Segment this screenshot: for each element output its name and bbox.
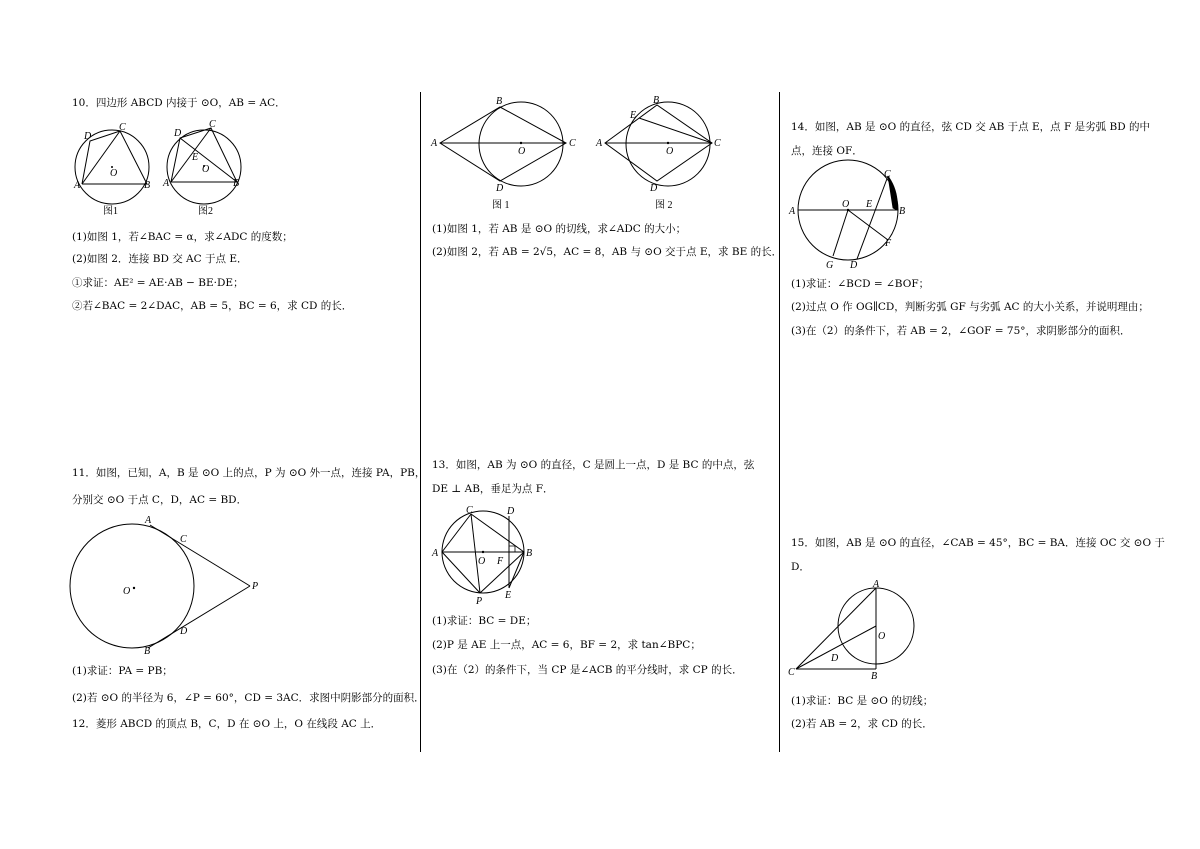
q10-sub2b: ②若∠BAC = 2∠DAC，AB = 5，BC = 6，求 CD 的长． xyxy=(72,300,353,312)
q11-label-O: O xyxy=(123,586,131,597)
q13-figure xyxy=(430,503,540,608)
q11-sub2: (2)若 ⊙O 的半径为 6，∠P = 60°，CD = 3AC．求图中阴影部分的面积． xyxy=(72,692,425,704)
q12-f2-label-C: C xyxy=(714,138,721,149)
q14-line1: 14．如图，AB 是 ⊙O 的直径，弦 CD 交 AB 于点 E，点 F 是劣弧 BD 的中 xyxy=(791,121,1150,133)
q14-line2: 点，连接 OF． xyxy=(791,145,863,157)
q11-figure xyxy=(70,512,270,662)
q15-label-B: B xyxy=(871,671,878,682)
q10-f2-label-D: D xyxy=(174,128,182,139)
q10-f2-label-O: O xyxy=(202,164,210,175)
q11-label-B: B xyxy=(144,646,151,657)
q12-f1-label-O: O xyxy=(518,146,526,157)
q15-label-D: D xyxy=(831,653,839,664)
q13-sub1: (1)求证：BC = DE； xyxy=(432,615,537,627)
q10-f1-label-A: A xyxy=(74,180,81,191)
q14-label-G: G xyxy=(826,260,834,271)
q11-sub1: (1)求证：PA = PB； xyxy=(72,665,173,677)
q14-sub2: (2)过点 O 作 OG∥CD，判断劣弧 GF 与劣弧 AC 的大小关系，并说明理由； xyxy=(791,301,1149,313)
q10-f1-label-O: O xyxy=(110,168,118,179)
q11-label-P: P xyxy=(252,581,259,592)
q13-label-P: P xyxy=(476,596,483,607)
q14-label-C: C xyxy=(884,169,891,180)
q14-label-B: B xyxy=(899,206,906,217)
q15-line1: 15．如图，AB 是 ⊙O 的直径，∠CAB = 45°，BC = BA．连接 OC 交 ⊙O 于 xyxy=(791,537,1165,549)
q13-label-E: E xyxy=(505,590,512,601)
q12-f1-label-C: C xyxy=(569,138,576,149)
q10-fig1-caption: 图1 xyxy=(103,206,118,217)
q13-label-D: D xyxy=(507,506,515,517)
q10-figure-1 xyxy=(70,120,160,220)
q10-sub1: (1)如图 1，若∠BAC = α，求∠ADC 的度数； xyxy=(72,231,293,243)
q12-f1-label-D: D xyxy=(496,183,504,194)
q11-label-D: D xyxy=(180,626,188,637)
q12-f2-label-B: B xyxy=(653,95,660,106)
q13-sub2: (2)P 是 AE 上一点，AC = 6，BF = 2，求 tan∠BPC； xyxy=(432,639,701,651)
q14-label-O: O xyxy=(842,199,850,210)
q14-figure xyxy=(786,160,916,275)
q10-f2-label-C: C xyxy=(209,119,216,130)
q15-sub2: (2)若 AB = 2，求 CD 的长． xyxy=(791,718,933,730)
q15-sub1: (1)求证：BC 是 ⊙O 的切线； xyxy=(791,695,934,707)
q13-sub3: (3)在（2）的条件下，当 CP 是∠ACB 的平分线时，求 CP 的长． xyxy=(432,664,743,676)
q12-figure-2 xyxy=(595,96,755,216)
q15-figure xyxy=(786,580,921,680)
q10-sub2: (2)如图 2．连接 BD 交 AC 于点 E． xyxy=(72,253,248,265)
q13-line1: 13．如图，AB 为 ⊙O 的直径，C 是圆上一点，D 是 BC 的中点，弦 xyxy=(432,459,755,471)
q14-label-E: E xyxy=(866,199,873,210)
q14-sub1: (1)求证：∠BCD = ∠BOF； xyxy=(791,278,930,290)
q12-figure-1 xyxy=(430,96,590,216)
q10-fig2-caption: 图2 xyxy=(198,206,213,217)
q12-f2-label-A: A xyxy=(596,138,603,149)
q12-f1-label-A: A xyxy=(431,138,438,149)
q10-f2-label-E: E xyxy=(192,152,199,163)
q13-label-O: O xyxy=(478,556,486,567)
q15-line2: D． xyxy=(791,561,810,573)
q10-f2-label-A: A xyxy=(163,178,170,189)
column-divider-right xyxy=(779,92,780,752)
q12-line1: 12．菱形 ABCD 的顶点 B，C，D 在 ⊙O 上，O 在线段 AC 上． xyxy=(72,718,382,730)
q11-line1: 11．如图，已知，A，B 是 ⊙O 上的点，P 为 ⊙O 外一点，连接 PA，PB， xyxy=(72,467,426,479)
q13-label-F: F xyxy=(497,556,504,567)
q15-label-O: O xyxy=(878,631,886,642)
q12-sub2: (2)如图 2，若 AB = 2√5，AC = 8，AB 与 ⊙O 交于点 E，求 BE 的长． xyxy=(432,246,783,258)
q11-label-A: A xyxy=(145,515,152,526)
q13-label-B: B xyxy=(526,548,533,559)
q12-f2-label-E: E xyxy=(630,110,637,121)
q10-title: 10．四边形 ABCD 内接于 ⊙O，AB = AC． xyxy=(72,97,286,109)
q11-line2: 分别交 ⊙O 于点 C，D，AC = BD． xyxy=(72,494,248,506)
q10-sub2a: ①求证：AE² = AE·AB − BE·DE； xyxy=(72,277,244,289)
q10-figure-2 xyxy=(163,120,253,220)
q14-label-F: F xyxy=(885,238,892,249)
q12-f2-label-O: O xyxy=(666,146,674,157)
q10-f1-label-D: D xyxy=(84,131,92,142)
q12-fig2-caption: 图 2 xyxy=(655,200,673,211)
q13-label-A: A xyxy=(432,548,439,559)
q10-f1-label-B: B xyxy=(144,180,151,191)
q10-f2-label-B: B xyxy=(233,178,240,189)
q13-line2: DE ⊥ AB，垂足为点 F． xyxy=(432,483,554,495)
q12-f2-label-D: D xyxy=(650,183,658,194)
q14-label-D: D xyxy=(850,260,858,271)
q12-sub1: (1)如图 1，若 AB 是 ⊙O 的切线，求∠ADC 的大小； xyxy=(432,223,687,235)
q15-label-C: C xyxy=(788,667,795,678)
q10-f1-label-C: C xyxy=(119,122,126,133)
q14-label-A: A xyxy=(789,206,796,217)
q13-label-C: C xyxy=(466,505,473,516)
q12-f1-label-B: B xyxy=(496,96,503,107)
column-divider-left xyxy=(420,92,421,752)
q14-sub3: (3)在（2）的条件下，若 AB = 2，∠GOF = 75°，求阴影部分的面积． xyxy=(791,325,1131,337)
q15-label-A: A xyxy=(873,579,880,590)
q11-label-C: C xyxy=(180,534,187,545)
q12-fig1-caption: 图 1 xyxy=(492,200,510,211)
